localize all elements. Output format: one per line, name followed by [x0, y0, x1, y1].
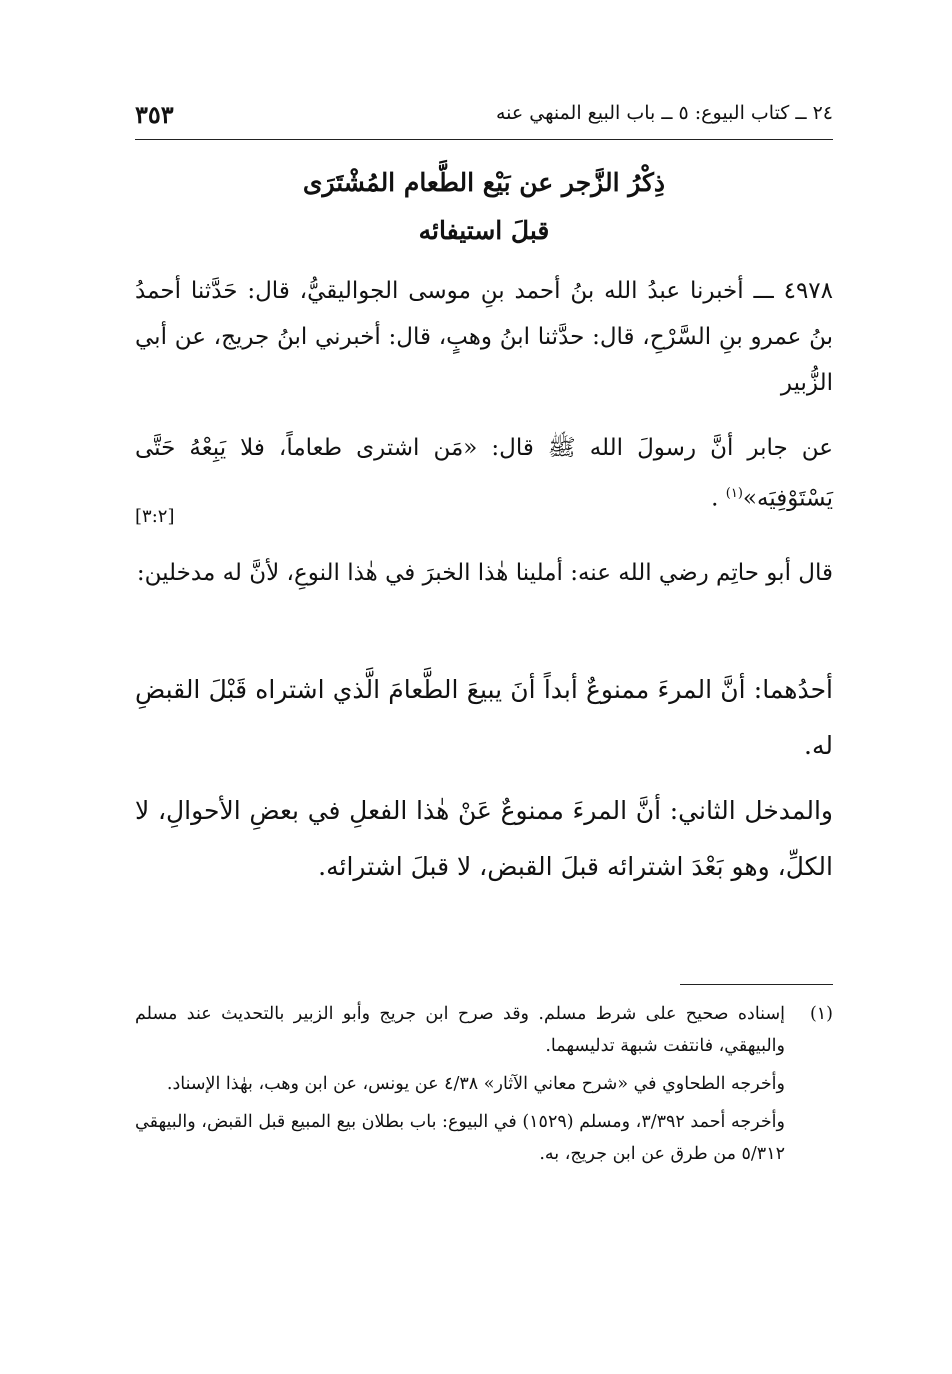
hadith-matn-paragraph — [135, 425, 833, 522]
header-title: ٢٤ ــ كتاب البيوع: ٥ ــ باب البيع المنهي عنه — [495, 102, 833, 124]
hadith-isnad: أخبرنا عبدُ الله بنُ أحمد بنِ موسى الجواليقيُّ، قال: حَدَّثنا أحمدُ بنُ عمرو بنِ السَّرْحِ، قال: حدَّثنا ابنُ وهبٍ، قال: أخبرني ابنُ جريج، عن أبي الزُّبير — [135, 278, 833, 396]
footnote-text-1: إسناده صحيح على شرط مسلم. وقد صرح ابن جريج وأبو الزبير بالتحديث عند مسلم والبيهقي، فانتفت شبهة تدليسهما. — [135, 1004, 785, 1056]
footnotes — [135, 998, 833, 1176]
commentary-first-entry: أحدُهما: أنَّ المرءَ ممنوعٌ أبداً أنَ يبيعَ الطَّعامَ الَّذي اشتراه قَبْلَ القبضِ له. — [135, 675, 833, 760]
header-divider — [135, 139, 833, 140]
chapter-title-line-2: قبلَ استيفائه — [418, 216, 550, 245]
page-number: ٣٥٣ — [135, 100, 174, 129]
footnote-reference[interactable]: (١) — [725, 486, 743, 501]
hadith-matn: عن جابر أنَّ رسولَ الله ﷺ قال: «مَن اشترى طعاماً، فلا يَبِعْهُ حَتَّى يَسْتَوْفِيَه» — [135, 435, 833, 512]
running-header — [135, 100, 833, 136]
commentary-intro: قال أبو حاتِم رضي الله عنه: أملينا هٰذا الخبرَ في هٰذا النوعِ، لأنَّ له مدخلين: — [136, 560, 833, 586]
footnote-number: (١) — [809, 1004, 833, 1024]
commentary-second-entry: والمدخل الثاني: أنَّ المرءَ ممنوعٌ عَنْ هٰذا الفعلِ في بعضِ الأحوالِ، لا الكلِّ، وهو بَعْدَ اشترائه قبلَ القبض، لا قبلَ اشترائه. — [135, 796, 833, 881]
chapter-title-line-1: ذِكْرُ الزَّجر عن بَيْع الطَّعام المُشْتَرَى — [302, 168, 666, 197]
hadith-number: ٤٩٧٨ ـــ — [753, 278, 834, 304]
footnote-text-3: وأخرجه أحمد ٣/٣٩٢، ومسلم (١٥٢٩) في البيوع: باب بطلان بيع المبيع قبل القبض، والبيهقي ٥/٣١٢ من طرق عن ابن جريج، به. — [135, 1112, 785, 1164]
reference-mark: [٣:٢] — [135, 506, 175, 527]
footnote-line-2 — [135, 1068, 833, 1100]
hadith-isnad-paragraph — [135, 268, 833, 406]
footnote-line-3 — [135, 1106, 833, 1170]
footnote-line-1 — [135, 998, 833, 1062]
hadith-end-mark: . — [711, 485, 719, 512]
footnote-text-2: وأخرجه الطحاوي في «شرح معاني الآثار» ٤/٣٨ عن يونس، عن ابن وهب، بهٰذا الإسناد. — [166, 1074, 785, 1094]
footnote-divider — [680, 984, 833, 985]
